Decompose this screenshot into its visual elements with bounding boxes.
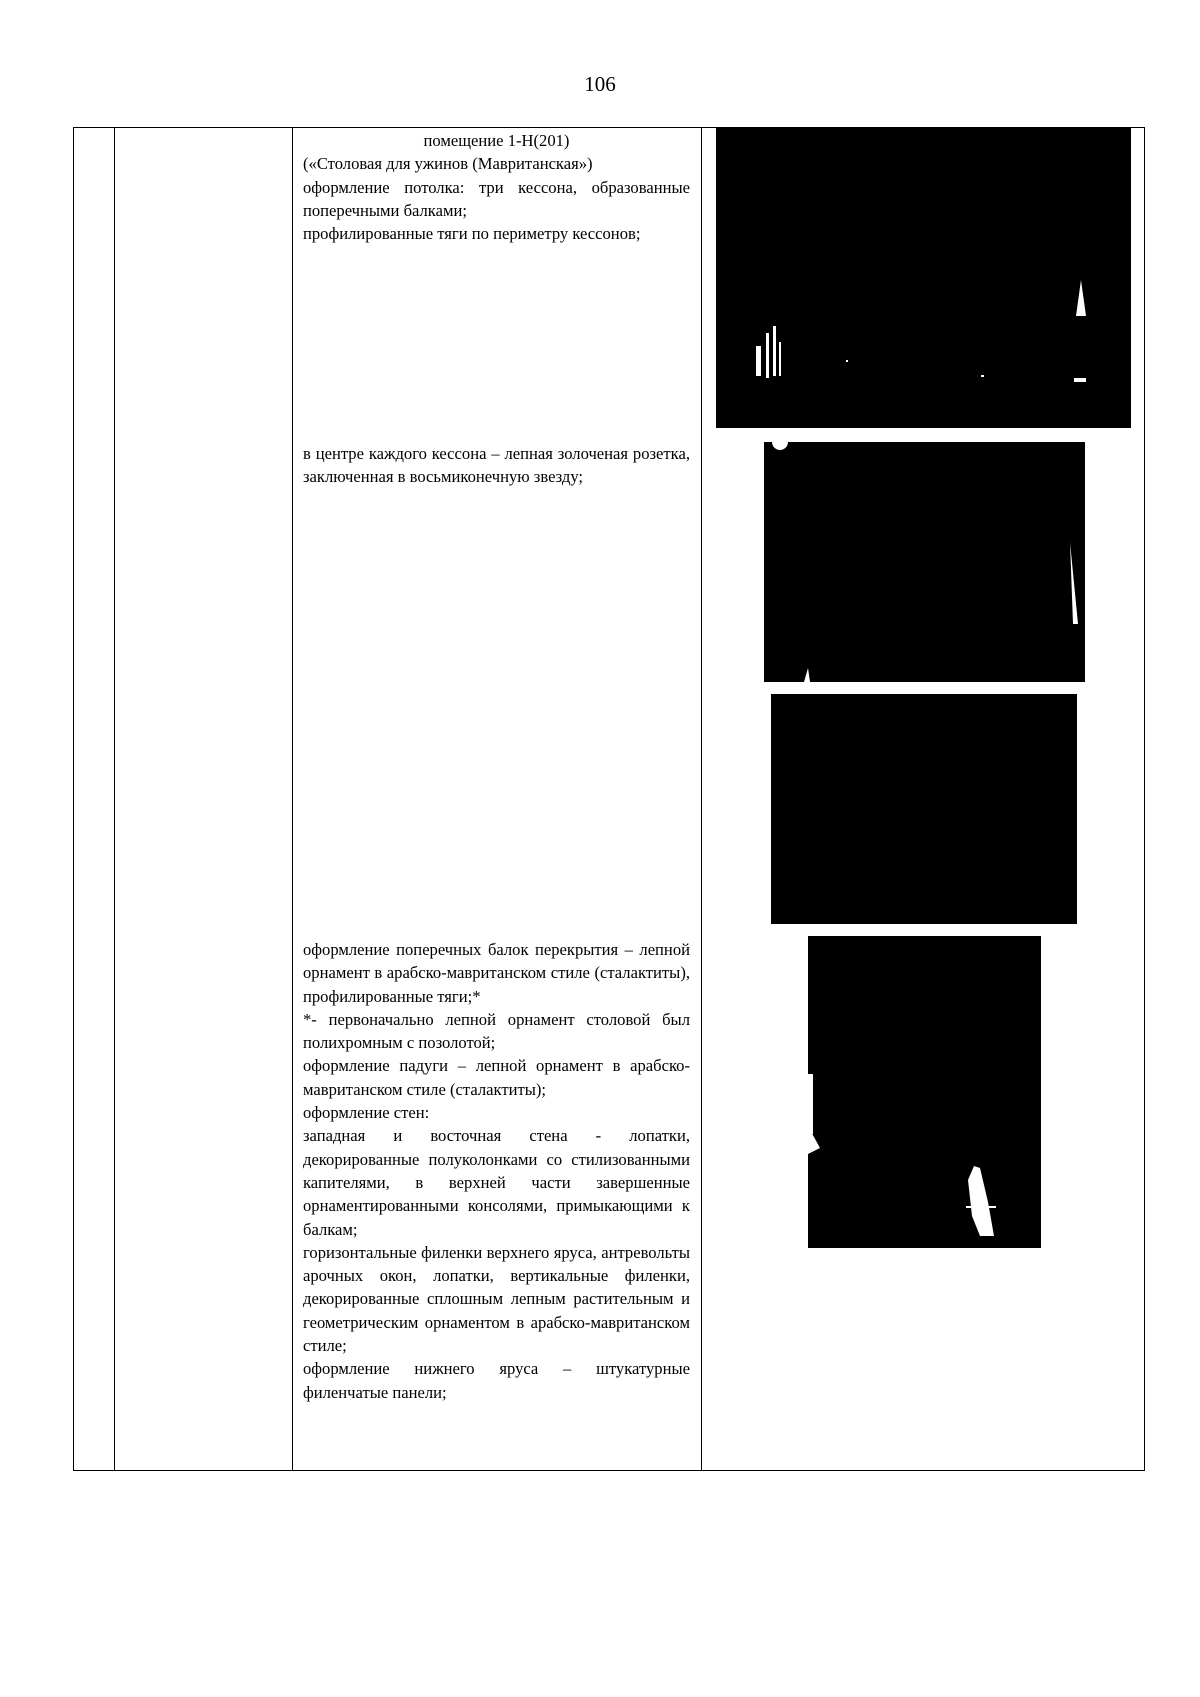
walls-heading: оформление стен: <box>303 1103 430 1123</box>
lower-tier-panels: оформление нижнего яруса – штукатурные филенчатые панели; <box>303 1359 690 1402</box>
polychrome-note: *- первоначально лепной орнамент столовой был полихромным с позолотой; <box>303 1009 690 1053</box>
rosette-photo-icon <box>764 442 1085 682</box>
description-block-ceiling <box>303 129 690 245</box>
room-title <box>303 129 690 176</box>
ceiling-photo <box>716 128 1131 428</box>
column-divider-3 <box>701 128 702 1470</box>
coffer-moldings: профилированные тяги по периметру кессонов; <box>303 224 641 244</box>
cove-design: оформление падуги – лепной орнамент в арабско-мавританском стиле (сталактиты); <box>303 1056 690 1099</box>
west-east-walls: западная и восточная стена - лопатки, декорированные полуколонками со стилизованными капителями, в верхней части завершенные орнаментированными консолями, примыкающими к балкам; <box>303 1126 690 1239</box>
column-divider-2 <box>292 128 293 1470</box>
page-number: 106 <box>584 72 616 96</box>
ceiling-photo-icon <box>716 128 1131 428</box>
ceiling-design: оформление потолка: три кессона, образованные поперечными балками; <box>303 177 690 220</box>
description-block-rosette <box>303 442 690 489</box>
description-block-walls <box>303 938 690 1404</box>
room-subtitle: («Столовая для ужинов (Мавританская») <box>303 154 593 174</box>
room-name: помещение 1-Н(201) <box>423 131 570 150</box>
beam-ornament-photo <box>808 936 1041 1248</box>
star-rosette-photo <box>771 694 1077 924</box>
upper-tier-panels: горизонтальные филенки верхнего яруса, антревольты арочных окон, лопатки, вертикальные филенки, декорированные сплошным лепным растительным и геометрическим орнаментом в арабско-мавританском стиле; <box>303 1242 690 1356</box>
beam-ornament-photo-icon <box>808 936 1041 1248</box>
rosette-description: в центре каждого кессона – лепная золоченая розетка, заключенная в восьмиконечную звезду; <box>303 444 690 487</box>
rosette-photo <box>764 442 1085 682</box>
column-divider-1 <box>114 128 115 1470</box>
beam-design: оформление поперечных балок перекрытия – лепной орнамент в арабско-мавританском стиле (сталактиты), профилированные тяги;* <box>303 940 690 1006</box>
